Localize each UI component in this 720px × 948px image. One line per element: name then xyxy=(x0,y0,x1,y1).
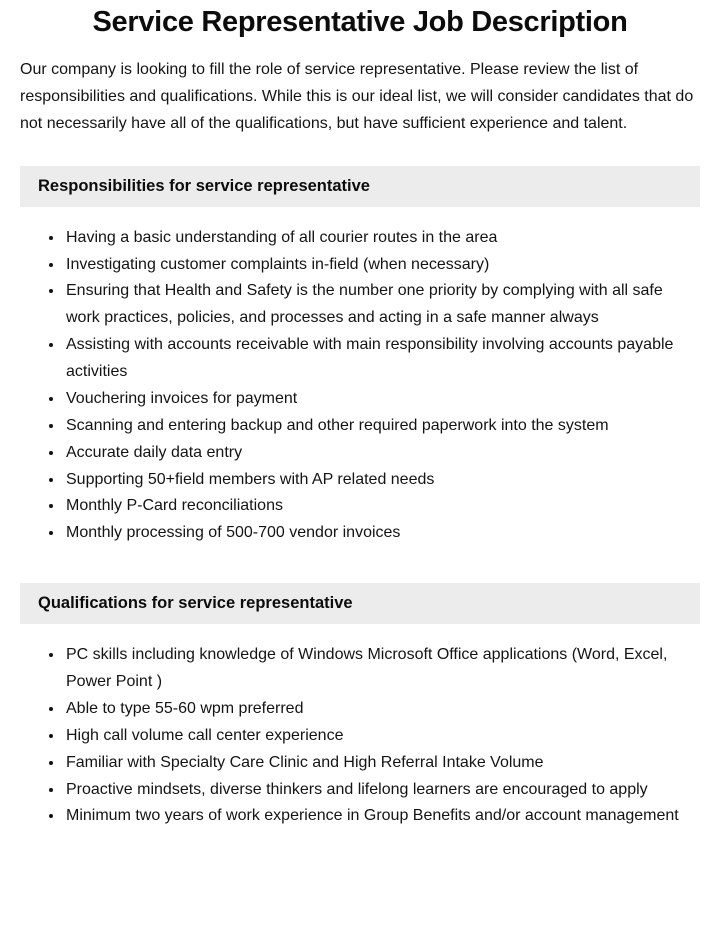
section-heading-text: Qualifications for service representative xyxy=(38,594,353,613)
page-title: Service Representative Job Description xyxy=(92,6,628,38)
list-item: • Having a basic understanding of all courier routes in the area xyxy=(64,225,700,252)
list-item: • PC skills including knowledge of Windows Microsoft Office applications (Word, Excel, Power Point ) xyxy=(64,642,700,696)
list-item: • Proactive mindsets, diverse thinkers and lifelong learners are encouraged to apply xyxy=(64,777,700,804)
list-item: • Able to type 55-60 wpm preferred xyxy=(64,696,700,723)
section-heading-responsibilities xyxy=(20,166,700,207)
qualifications-list xyxy=(20,642,700,830)
responsibilities-list xyxy=(20,225,700,548)
section-heading-qualifications xyxy=(20,583,700,624)
list-item: • Investigating customer complaints in-field (when necessary) xyxy=(64,252,700,279)
intro-paragraph: Our company is looking to fill the role of service representative. Please review the list of responsibilities and qualifications. While this is our ideal list, we will consider candidates that do not necessarily have all of the qualifications, but have sufficient experience and talent. xyxy=(20,61,694,132)
list-item: • Accurate daily data entry xyxy=(64,440,700,467)
list-item: • High call volume call center experience xyxy=(64,723,700,750)
list-item: • Ensuring that Health and Safety is the number one priority by complying with all safe work practices, policies, and processes and acting in a safe manner always xyxy=(64,278,700,332)
list-item: • Vouchering invoices for payment xyxy=(64,386,700,413)
list-item: • Monthly processing of 500-700 vendor invoices xyxy=(64,520,700,547)
list-item: • Monthly P-Card reconciliations xyxy=(64,493,700,520)
list-item: • Scanning and entering backup and other required paperwork into the system xyxy=(64,413,700,440)
list-item: • Minimum two years of work experience in Group Benefits and/or account management xyxy=(64,803,700,830)
list-item: • Assisting with accounts receivable with main responsibility involving accounts payable activities xyxy=(64,332,700,386)
list-item: • Familiar with Specialty Care Clinic and High Referral Intake Volume xyxy=(64,750,700,777)
section-heading-text: Responsibilities for service representative xyxy=(38,176,370,195)
list-item: • Supporting 50+field members with AP related needs xyxy=(64,467,700,494)
